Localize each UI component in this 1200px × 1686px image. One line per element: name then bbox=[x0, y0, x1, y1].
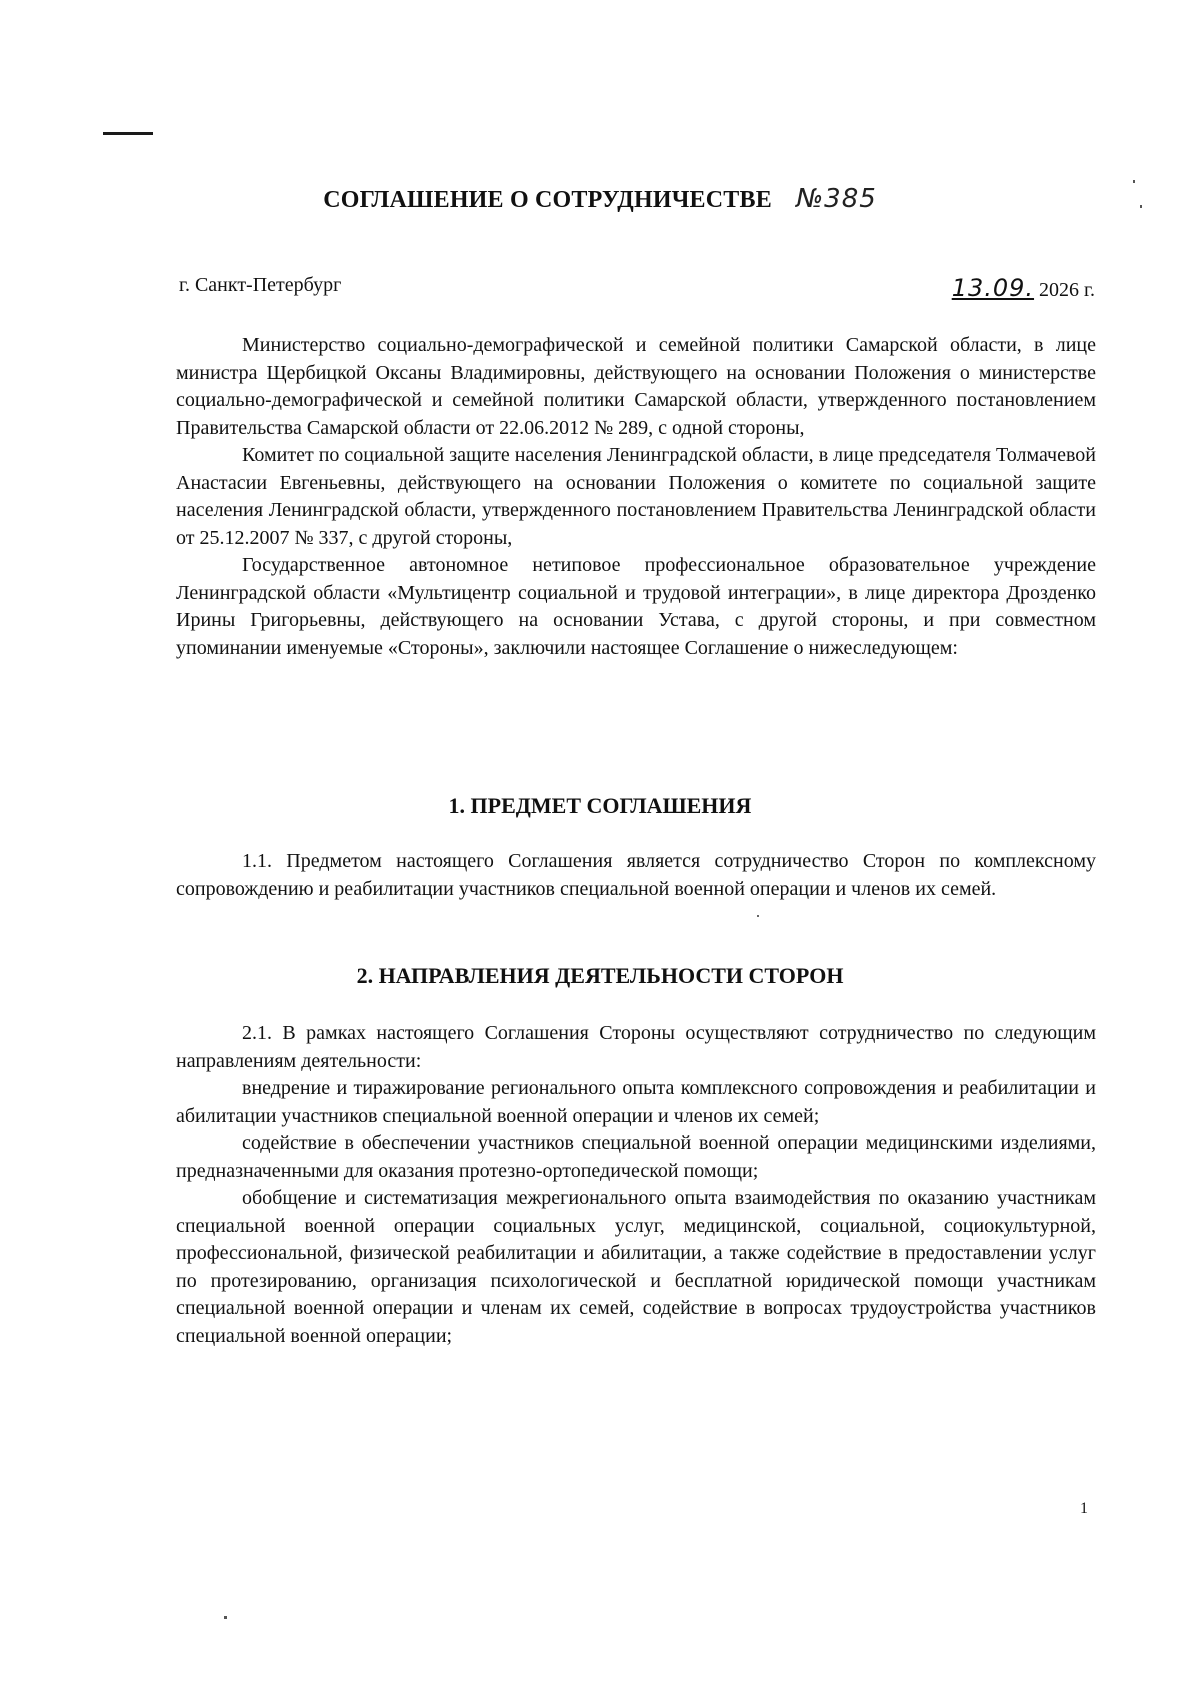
handwritten-number: №385 bbox=[796, 184, 877, 214]
scan-dash-mark bbox=[103, 132, 153, 135]
handwritten-date: 13.09. bbox=[951, 274, 1035, 302]
paragraph: Государственное автономное нетиповое профессиональное образовательное учреждение Ленинградской области «Мультицентр социальной и трудовой интеграции», в лице директора Дрозденко Ирины Григорьевны, действующего на основании Устава, с другой стороны, и при совместном упоминании именуемые «Стороны», заключили настоящее Соглашение о нижеследующем: bbox=[176, 554, 1096, 659]
scan-dot-mark bbox=[224, 1616, 227, 1619]
paragraph: Комитет по социальной защите населения Ленинградской области, в лице председателя Толмачевой Анастасии Евгеньевны, действующего на основании Положения о комитете по социальной защите населения Ленинградской области, утвержденного постановлением Правительства Ленинградской области от 25.12.2007 № 337, с другой стороны, bbox=[176, 444, 1096, 549]
scan-dot-mark bbox=[1133, 180, 1135, 183]
scan-dot-mark bbox=[757, 915, 759, 917]
page-number: 1 bbox=[1080, 1500, 1088, 1517]
section-heading: 2. НАПРАВЛЕНИЯ ДЕЯТЕЛЬНОСТИ СТОРОН bbox=[356, 963, 844, 988]
paragraph: внедрение и тиражирование регионального опыта комплексного сопровождения и реабилитации и абилитации участников специальной военной операции и членов их семей; bbox=[176, 1077, 1096, 1127]
section1-body bbox=[176, 848, 1096, 903]
place-date-row bbox=[179, 274, 1095, 304]
date bbox=[952, 274, 1095, 302]
section2-body bbox=[176, 1020, 1096, 1350]
date-year: 2026 г. bbox=[1039, 279, 1095, 301]
paragraph: обобщение и систематизация межрегионального опыта взаимодействия по оказанию участникам специальной военной операции социальных услуг, медицинской, социальной, социокультурной, профессиональной, физической реабилитации и абилитации, а также содействие в предоставлении услуг по протезированию, организация психологической и бесплатной юридической помощи участникам специальной военной операции и членам их семей, содействие в вопросах трудоустройства участников специальной военной операции; bbox=[176, 1187, 1096, 1347]
document-title: СОГЛАШЕНИЕ О СОТРУДНИЧЕСТВЕ bbox=[323, 187, 772, 213]
paragraph: 1.1. Предметом настоящего Соглашения является сотрудничество Сторон по комплексному сопровождению и реабилитации участников специальной военной операции и членов их семей. bbox=[176, 850, 1096, 900]
paragraph: 2.1. В рамках настоящего Соглашения Стороны осуществляют сотрудничество по следующим направлениям деятельности: bbox=[176, 1022, 1096, 1072]
parties-intro bbox=[176, 332, 1096, 662]
paragraph: Министерство социально-демографической и семейной политики Самарской области, в лице министра Щербицкой Оксаны Владимировны, действующего на основании Положения о министерстве социально-демографической и семейной политики Самарской области, утвержденного постановлением Правительства Самарской области от 22.06.2012 № 289, с одной стороны, bbox=[176, 334, 1096, 439]
document-title-row bbox=[0, 184, 1200, 214]
paragraph: содействие в обеспечении участников специальной военной операции медицинскими изделиями, предназначенными для оказания протезно-ортопедической помощи; bbox=[176, 1132, 1096, 1182]
section-heading: 1. ПРЕДМЕТ СОГЛАШЕНИЯ bbox=[448, 793, 752, 818]
city: г. Санкт-Петербург bbox=[179, 274, 342, 296]
